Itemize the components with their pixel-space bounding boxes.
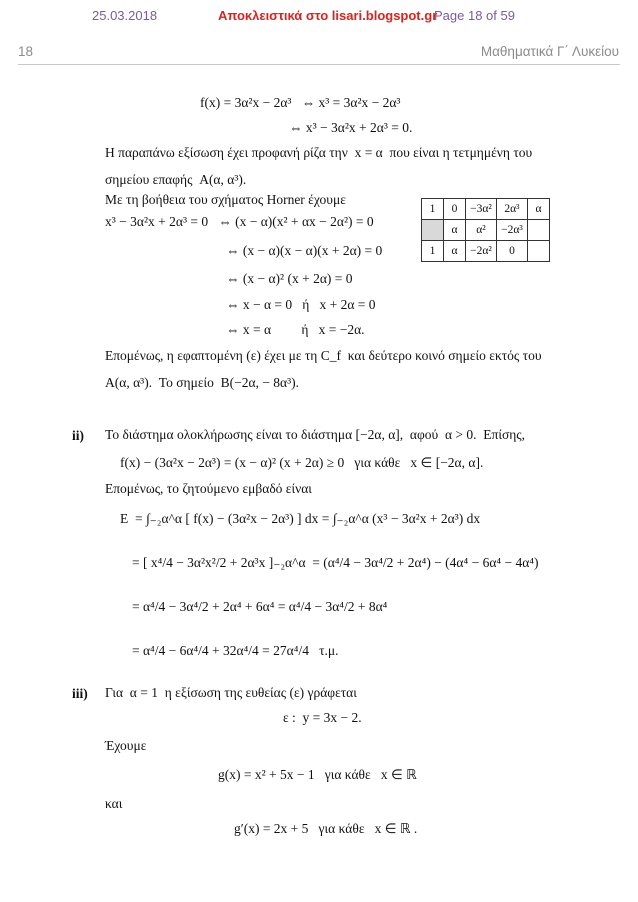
equation-line: f(x) − (3α²x − 2α³) = (x − α)² (x + 2α) ≥ 0 για κάθε x ∈ [−2α, α]. (120, 455, 484, 470)
horner-cell (528, 220, 550, 241)
part-label-ii: ii) (72, 428, 84, 443)
horner-cell (422, 220, 444, 241)
text-line: Επομένως, η εφαπτομένη (ε) έχει με τη C_f και δεύτερο κοινό σημείο εκτός του (105, 348, 542, 363)
text-line: Με τη βοήθεια του σχήματος Horner έχουμε (105, 192, 346, 207)
equation-line: ⇔ x³ − 3α²x + 2α³ = 0. (289, 120, 413, 135)
header-date: 25.03.2018 (92, 8, 158, 23)
equation-line: f(x) = 3α²x − 2α³ ⇔ x³ = 3α²x − 2α³ (200, 95, 401, 110)
horner-cell: 0 (444, 199, 466, 220)
header-page-indicator: Page 18 of 59 (434, 8, 515, 23)
equation-line: ⇔ x − α = 0 ή x + 2α = 0 (226, 297, 376, 312)
horner-row (422, 220, 550, 241)
equation-line: x³ − 3α²x + 2α³ = 0 ⇔ (x − α)(x² + αx − 2α²) = 0 (105, 214, 374, 229)
text-line: Επομένως, το ζητούμενο εμβαδό είναι (105, 481, 312, 496)
text-line: Το διάστημα ολοκλήρωσης είναι το διάστημα [−2α, α], αφού α > 0. Επίσης, (105, 427, 526, 442)
equation-line: E = ∫₋₂α^α [ f(x) − (3α²x − 2α³) ] dx = ∫₋₂α^α (x³ − 3α²x + 2α³) dx (120, 511, 481, 526)
horner-cell: α² (466, 220, 497, 241)
header-divider (18, 64, 620, 65)
horner-cell: α (528, 199, 550, 220)
horner-cell: α (444, 220, 466, 241)
equation-line: ⇔ x = α ή x = −2α. (226, 322, 365, 337)
equation-line: ε : y = 3x − 2. (283, 710, 362, 725)
running-head-title: Μαθηματικά Γ΄ Λυκείου (480, 44, 619, 59)
equation-line: = α⁴/4 − 6α⁴/4 + 32α⁴/4 = 27α⁴/4 τ.μ. (132, 643, 339, 658)
equation-line: = [ x⁴/4 − 3α²x²/2 + 2α³x ]₋₂α^α = (α⁴/4 − 3α⁴/2 + 2α⁴) − (4α⁴ − 6α⁴ − 4α⁴) (132, 555, 539, 570)
equation-line: g′(x) = 2x + 5 για κάθε x ∈ ℝ . (234, 821, 418, 836)
horner-cell: −2α³ (497, 220, 528, 241)
equation-line: = α⁴/4 − 3α⁴/2 + 2α⁴ + 6α⁴ = α⁴/4 − 3α⁴/2 + 8α⁴ (132, 599, 388, 614)
horner-cell: 1 (422, 199, 444, 220)
text-line: Η παραπάνω εξίσωση έχει προφανή ρίζα την x = α που είναι η τετμημένη του (105, 145, 533, 160)
header-site-link[interactable]: Αποκλειστικά στο lisari.blogspot.gr (218, 8, 438, 23)
text-line: A(α, α³). Το σημείο B(−2α, − 8α³). (105, 375, 300, 390)
horner-cell: α (444, 241, 466, 262)
part-label-iii: iii) (72, 686, 88, 701)
horner-cell: 0 (497, 241, 528, 262)
text-line: Έχουμε (105, 738, 147, 753)
horner-cell: −3α² (466, 199, 497, 220)
equation-line: g(x) = x² + 5x − 1 για κάθε x ∈ ℝ (218, 767, 417, 782)
horner-cell: −2α² (466, 241, 497, 262)
horner-row (422, 241, 550, 262)
equation-line: ⇔ (x − α)(x − α)(x + 2α) = 0 (226, 243, 383, 258)
text-line: Για α = 1 η εξίσωση της ευθείας (ε) γράφεται (105, 685, 357, 700)
text-line: σημείου επαφής A(α, α³). (105, 172, 247, 187)
horner-row (422, 199, 550, 220)
equation-line: ⇔ (x − α)² (x + 2α) = 0 (226, 271, 353, 286)
running-head-page-number: 18 (18, 44, 34, 59)
horner-cell: 1 (422, 241, 444, 262)
text-line: και (105, 796, 123, 811)
horner-table (421, 198, 550, 262)
horner-cell (528, 241, 550, 262)
horner-cell: 2α³ (497, 199, 528, 220)
